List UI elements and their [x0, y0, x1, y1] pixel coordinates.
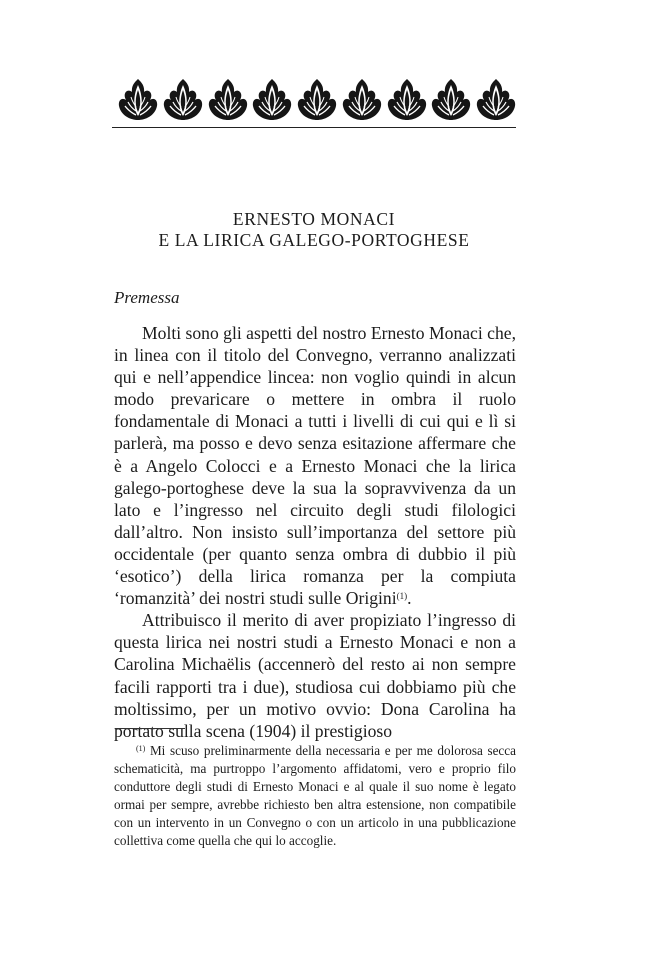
lotus-flower-icon: [341, 76, 383, 122]
lotus-flower-icon: [296, 76, 338, 122]
lotus-flower-icon: [386, 76, 428, 122]
footnote-1: [114, 742, 516, 849]
paragraph-1-text: Molti sono gli aspetti del nostro Ernesto Monaci che, in linea con il titolo del Convegno, verranno analizzati qui e nell’appendice lincea: non voglio quindi in alcun modo prevaricare o mettere in ombra il ruolo fondamentale di Monaci a tutti i livelli di cui qui e lì si parlerà, ma posso e devo senza esitazione affermare che è a Angelo Colocci e a Ernesto Monaci che la lirica galego-portoghese deve la sua la sopravvivenza da un lato e l’ingresso nel circuito degli studi filologici dall’altro. Non insisto sull’importanza del settore più occidentale (per quanto senza ombra di dubbio il più ‘esotico’) della lirica romanza per la compiuta ‘romanzità’ dei nostri studi sulle Origini: [114, 323, 516, 609]
lotus-flower-icon: [162, 76, 204, 122]
paragraph-1-end: .: [407, 588, 412, 609]
lotus-flower-icon: [475, 76, 517, 122]
footnote-1-mark: (1): [136, 744, 146, 753]
section-heading: Premessa: [114, 288, 180, 307]
ornament-band: [117, 74, 517, 122]
footnote-ref-1[interactable]: (1): [396, 591, 408, 602]
article-title-line-2: E LA LIRICA GALEGO-PORTOGHESE: [158, 230, 470, 250]
paragraph-1: [114, 322, 516, 609]
footnote-1-text: Mi scuso preliminarmente della necessaria e per me dolorosa secca schematicità, ma purtroppo l’argomento affidatomi, vero e proprio filo conduttore degli studi di Ernesto Monaci e al quale il suo nome è legato ormai per sempre, avrebbe richiesto ben altra estensione, non compatibile con un intervento in un Convegno o con un articolo in una pubblicazione collettiva come quella che qui lo accoglie.: [114, 743, 516, 848]
header-rule: [112, 127, 516, 128]
lotus-flower-icon: [430, 76, 472, 122]
lotus-flower-icon: [251, 76, 293, 122]
paragraph-2: [114, 609, 516, 742]
footnote-separator: [115, 728, 185, 729]
lotus-flower-icon: [207, 76, 249, 122]
article-title-line-1: ERNESTO MONACI: [232, 209, 396, 229]
footnotes: [114, 742, 516, 849]
lotus-flower-icon: [117, 76, 159, 122]
paragraph-2-text: Attribuisco il merito di aver propiziato l’ingresso di questa lirica nei nostri studi a Ernesto Monaci e non a Carolina Michaëlis (accennerò del resto ai non sempre facili rapporti tra i due), studiosa cui dobbiamo più che moltissimo, per un motivo ovvio: Dona Carolina ha portato sulla scena (1904) il prestigioso: [114, 610, 516, 741]
body-text: [114, 322, 516, 742]
